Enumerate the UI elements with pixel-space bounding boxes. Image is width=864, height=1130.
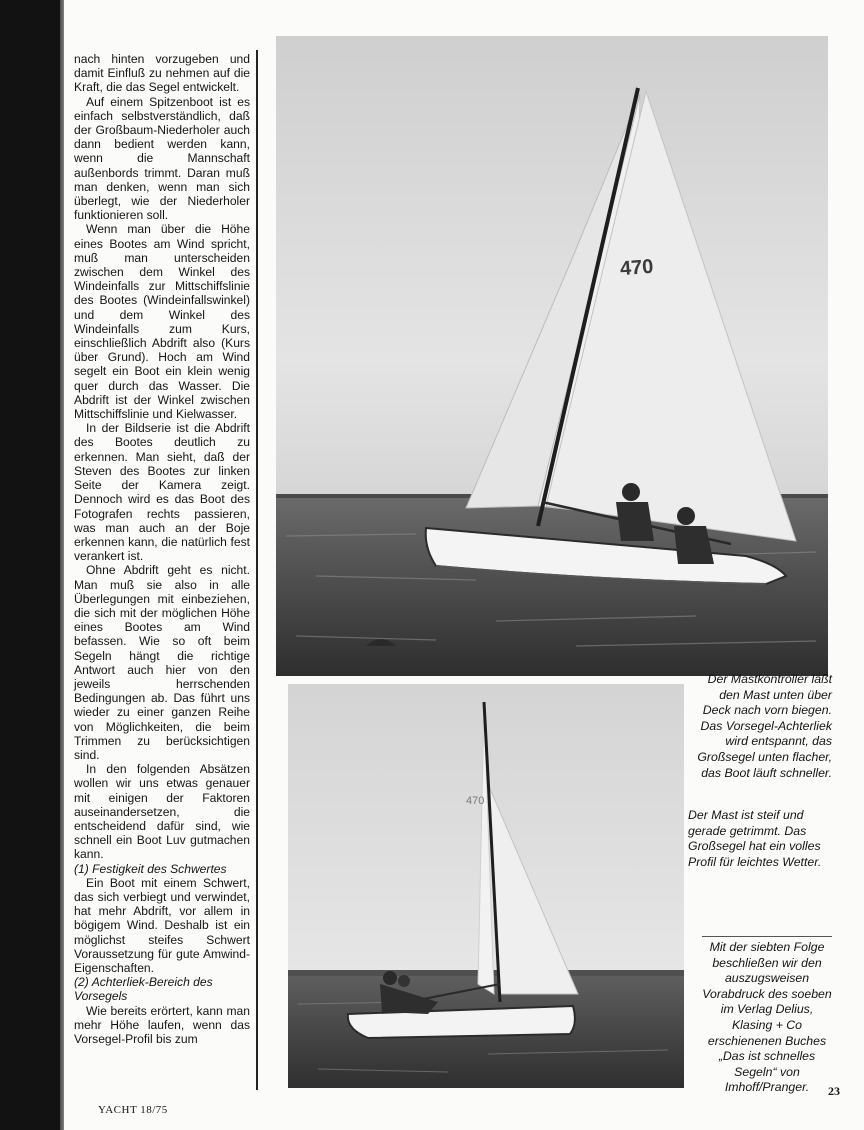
article-paragraph: In der Bildserie ist die Abdrift des Bootes deutlich zu erkennen. Man sieht, daß der Steven des Bootes zur linken Seite der Kamera zeigt. Dennoch wird es das Boot des Fotografen rechts passieren, was man auch an der Boje erkennen kann, die natürlich fest verankert ist. [74, 421, 250, 564]
scan-dark-margin [0, 0, 60, 1130]
sailboat-photo-illustration [288, 684, 684, 1088]
sail-number: 470 [466, 795, 485, 807]
article-paragraph: In den folgenden Absätzen wollen wir uns etwas genauer mit einigen der Faktoren auseinandersetzen, die entscheidend dafür sind, wie schnell ein Boot Luv gutmachen kann. [74, 762, 250, 862]
series-note: Mit der siebten Folge beschließen wir den auszugsweisen Vorabdruck des soeben im Verlag Delius, Klasing + Co erschienenen Buches „Das ist schnelles Segeln“ von Imhoff/Pranger. [702, 940, 832, 1095]
photo-caption-top: Der Mastkontroller läßt den Mast unten über Deck nach vorn biegen. Das Vorsegel-Achterliek wird entspannt, das Großsegel unten flacher, das Boot läuft schneller. [697, 672, 832, 780]
page-number: 23 [828, 1084, 840, 1098]
column-divider [256, 50, 258, 1090]
article-paragraph: Auf einem Spitzenboot ist es einfach selbstverständlich, daß der Großbaum-Niederholer auch dann bedient werden kann, wenn die Mannschaft außenbords trimmt. Daran muß man denken, wenn man sich überlegt, wie der Niederholer funktionieren soll. [74, 94, 250, 223]
sail-number: 470 [619, 255, 655, 281]
sailing-photo-top [276, 36, 828, 676]
article-paragraph: nach hinten vorzugeben und damit Einfluß zu nehmen auf die Kraft, die das Segel entwickelt. [74, 52, 250, 95]
article-paragraph: Ohne Abdrift geht es nicht. Man muß sie also in alle Überlegungen mit einbeziehen, die sich mit der möglichen Höhe eines Bootes am Wind befassen. Wie so oft beim Segeln hängt die richtige Antwort auch hier von den jeweils herrschenden Bedingungen ab. Das führt uns wieder zu einer ganzen Reihe von Möglichkeiten, die beim Trimmen zu berücksichtigen sind. [74, 563, 250, 762]
section-heading: (1) Festigkeit des Schwertes [74, 861, 227, 876]
photo-caption-bottom: Der Mast ist steif und gerade getrimmt. Das Großsegel hat ein volles Profil für leichtes Wetter. [688, 808, 822, 869]
caption-divider [702, 936, 832, 937]
article-text-column [74, 52, 250, 1046]
magazine-issue-label: YACHT 18/75 [98, 1104, 168, 1116]
article-paragraph: Wenn man über die Höhe eines Bootes am Wind spricht, muß man unterscheiden zwischen dem Winkel des Windeinfalls zur Mittschiffslinie des Bootes (Windeinfallswinkel) und dem Winkel des Windeinfalls zum Kurs, einschließlich Abdrift also (Kurs über Grund). Hoch am Wind segelt ein Boot ein klein wenig quer durch das Wasser. Die Abdrift ist der Winkel zwischen Mittschiffslinie und Kielwasser. [74, 222, 250, 422]
article-paragraph: Ein Boot mit einem Schwert, das sich verbiegt und verwindet, hat mehr Abdrift, vor allem in bögigem Wind. Deshalb ist ein möglichst steifes Schwert Voraussetzung für gute Amwind-Eigenschaften. [74, 875, 250, 975]
sailboat-photo-illustration [276, 36, 828, 676]
sailing-photo-bottom [288, 684, 684, 1088]
article-paragraph: Wie bereits erörtert, kann man mehr Höhe laufen, wenn das Vorsegel-Profil bis zum [74, 1003, 250, 1047]
section-heading: (2) Achterliek-Bereich des Vorsegels [74, 975, 213, 1004]
